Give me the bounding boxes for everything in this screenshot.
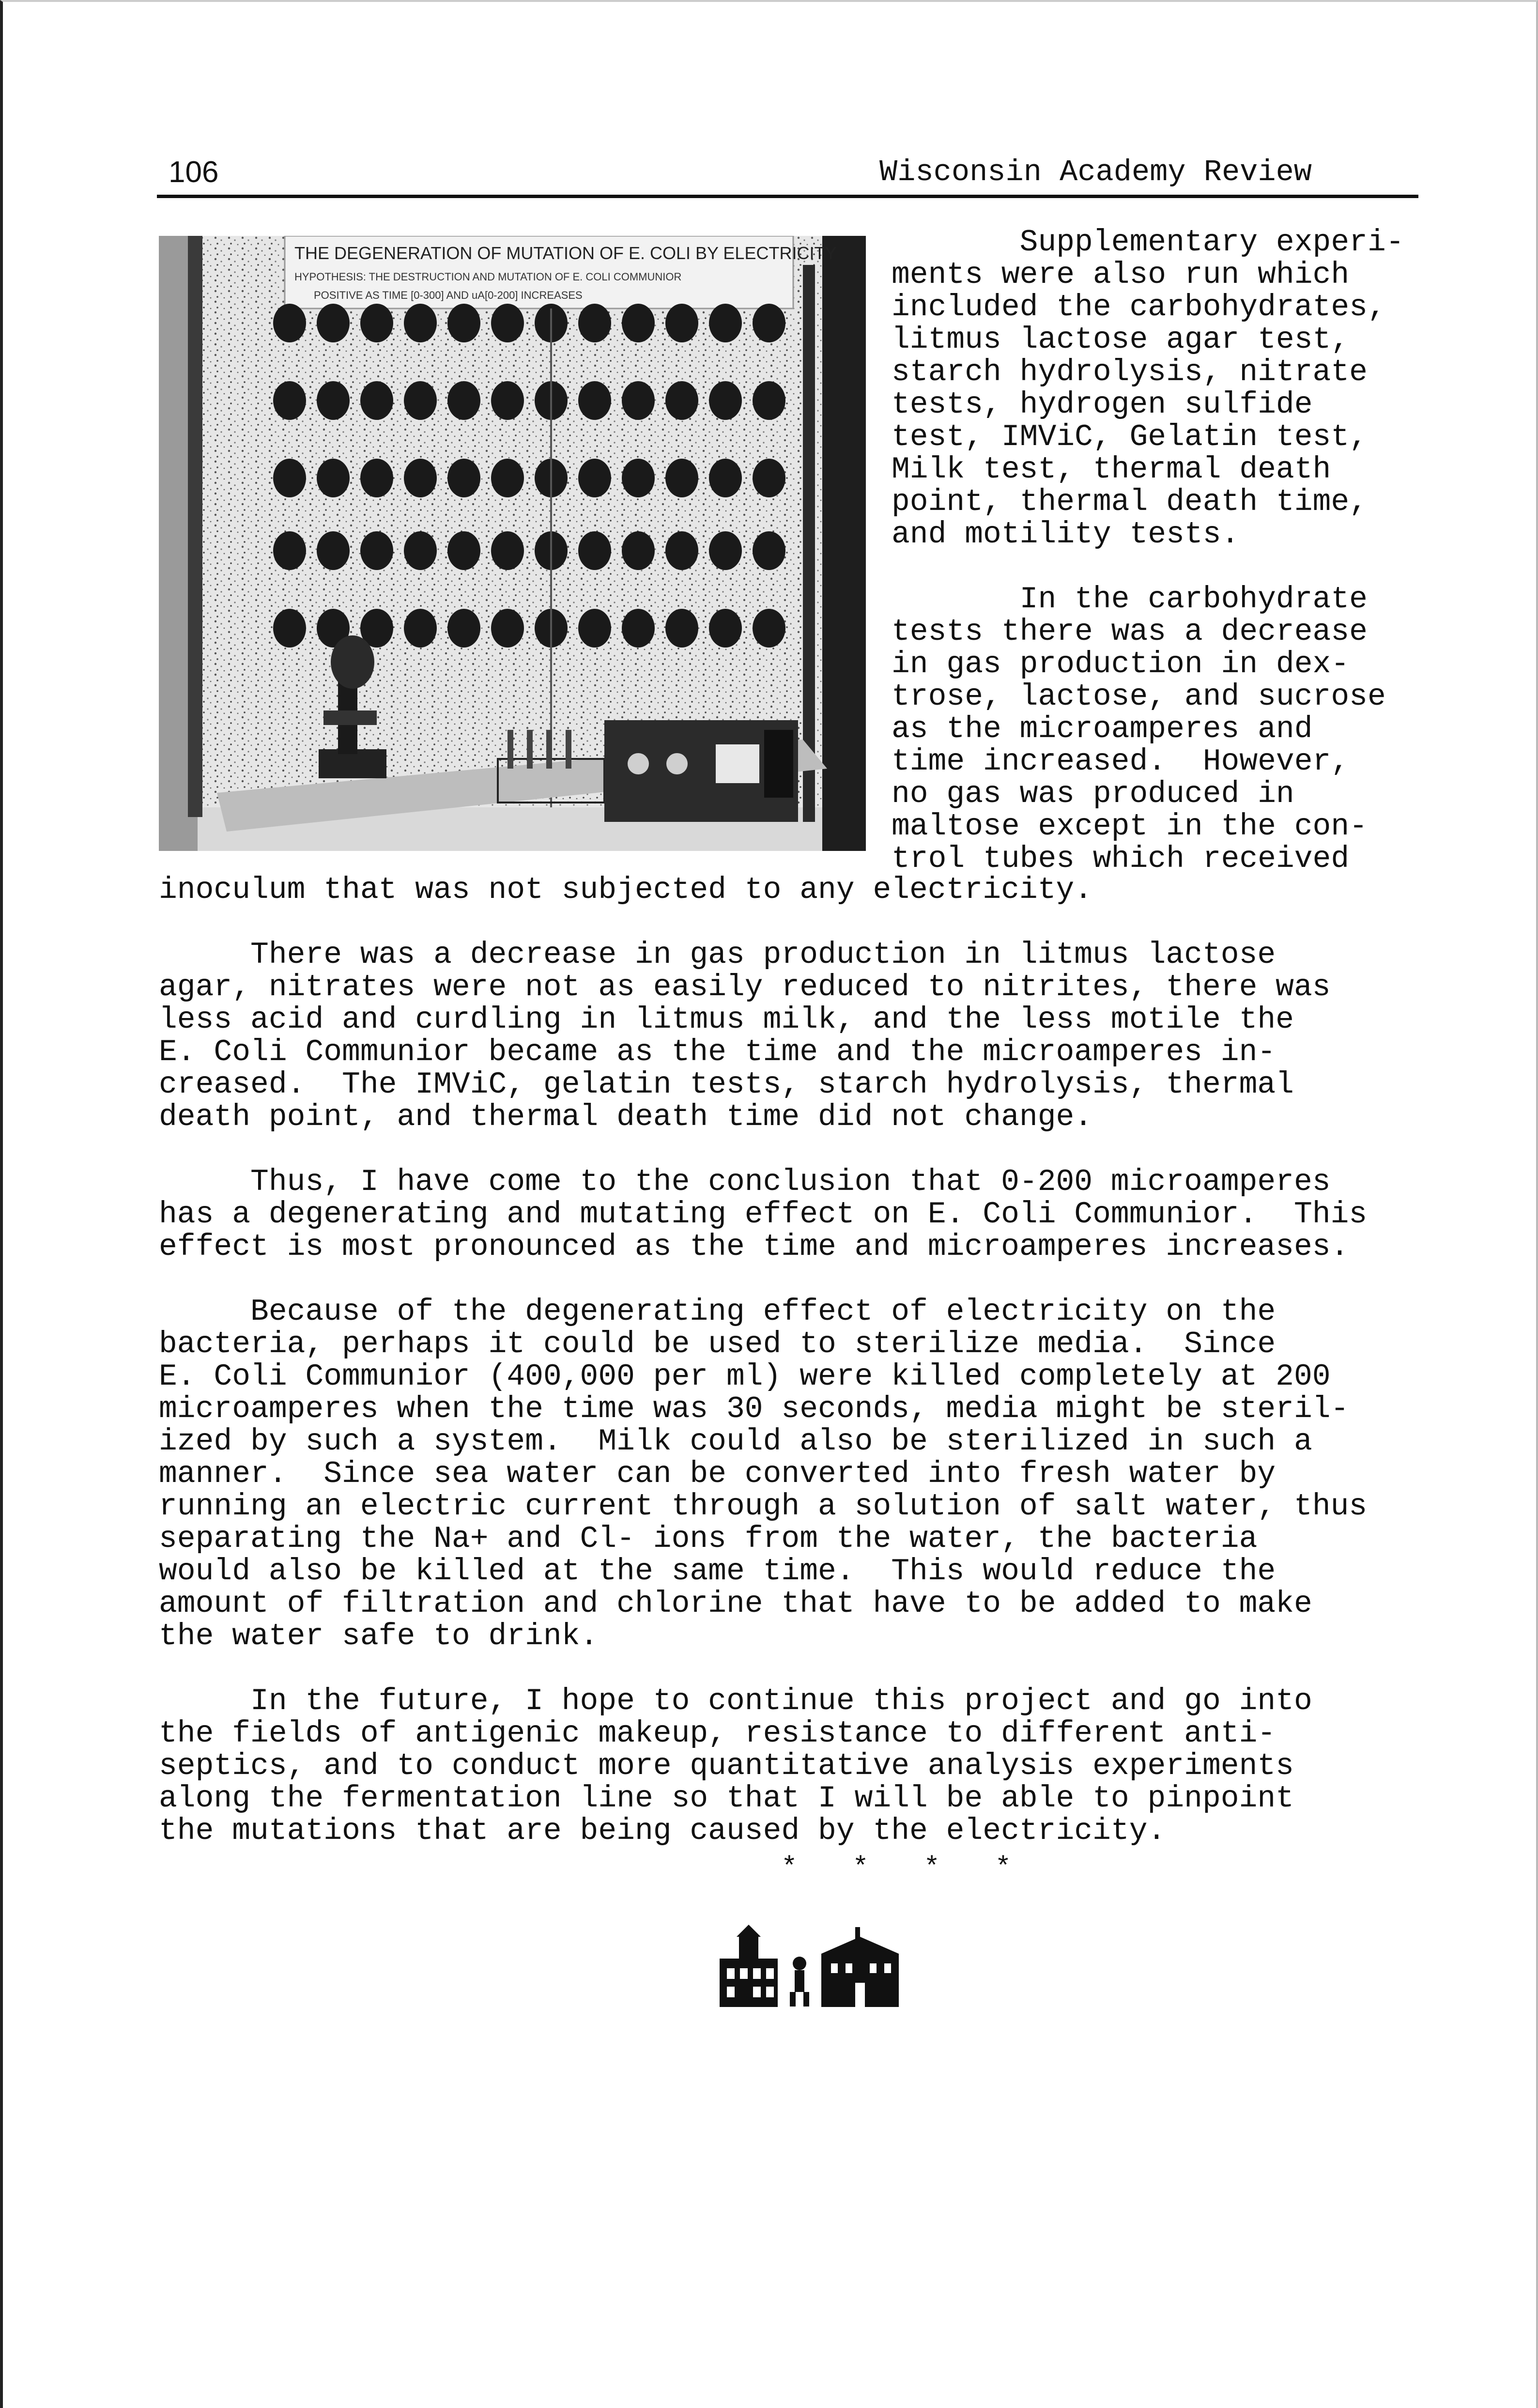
electric-meter-box <box>604 720 798 822</box>
petri-dish <box>709 531 742 570</box>
petri-dish <box>447 381 480 420</box>
header-rule <box>157 195 1418 198</box>
petri-dish <box>709 304 742 342</box>
petri-dish <box>447 531 480 570</box>
petri-dish <box>665 531 698 570</box>
petri-dish <box>317 459 350 497</box>
petri-dish <box>273 381 306 420</box>
petri-dish <box>665 609 698 648</box>
petri-dish <box>665 459 698 497</box>
section-end-stars: * * * * <box>781 1852 1031 1883</box>
petri-dish <box>404 459 437 497</box>
petri-dish <box>447 304 480 342</box>
petri-dish <box>404 531 437 570</box>
petri-dish <box>273 459 306 497</box>
petri-dish <box>360 459 393 497</box>
page-number: 106 <box>169 155 219 189</box>
main-body-text: inoculum that was not subjected to any electricity. There was a decrease in gas production in litmus lactose agar, nitrates were not as easily reduced to nitrites, there was less acid and curdling in litmus milk, and the less motile the E. Coli Communior became as the time and the microamperes in- creased. The IMViC, gelatin tests, starch hydrolysis, thermal death point, and thermal death time did not change. Thus, I have come to the conclusion that 0-200 microamperes has a degenerating and mutating effect on E. Coli Communior. This effect is most pronounced as the time and microamperes increases. Because of the degenerating effect of electricity on the bacteria, perhaps it could be used to sterilize media. Since E. Coli Communior (400,000 per ml) were killed completely at 200 microamperes when the time was 30 seconds, media might be steril- ized by such a system. Milk could also be sterilized in such a manner. Since sea water can be converted into fresh water by running an electric current through a solution of salt water, thus separating the Na+ and Cl- ions from the water, the bacteria would also be killed at the same time. This would reduce the amount of filtration and chlorine that have to be added to make the water safe to drink. In the future, I hope to continue this project and go into the fields of antigenic makeup, resistance to different anti- septics, and to conduct more quantitative analysis experiments along the fermentation line so that I will be able to pinpoint the mutations that are being caused by the electricity. <box>159 873 1368 1848</box>
petri-dish <box>273 609 306 648</box>
petri-dish <box>578 304 611 342</box>
petri-dish <box>578 459 611 497</box>
petri-dish <box>404 609 437 648</box>
petri-dish <box>622 531 655 570</box>
petri-dish <box>753 459 785 497</box>
petri-dish <box>753 531 785 570</box>
petri-dish <box>665 304 698 342</box>
petri-dish <box>491 381 524 420</box>
petri-dish <box>622 609 655 648</box>
board-line-3: POSITIVE AS TIME [0-300] AND uA[0-200] INCREASES <box>314 289 583 301</box>
petri-dish <box>404 304 437 342</box>
petri-dish <box>273 304 306 342</box>
petri-dish <box>317 531 350 570</box>
petri-dish <box>273 531 306 570</box>
page-header <box>157 155 1418 194</box>
petri-dish <box>622 381 655 420</box>
petri-dish <box>491 304 524 342</box>
board-title: THE DEGENERATION OF MUTATION OF E. COLI BY ELECTRICITY <box>294 243 837 263</box>
petri-dish <box>360 304 393 342</box>
petri-dish <box>491 531 524 570</box>
petri-dish <box>753 609 785 648</box>
building-ornament <box>710 1925 904 2012</box>
journal-title: Wisconsin Academy Review <box>879 155 1312 189</box>
board-line-2: HYPOTHESIS: THE DESTRUCTION AND MUTATION OF E. COLI COMMUNIOR <box>294 271 682 283</box>
petri-dish <box>622 459 655 497</box>
petri-dish <box>709 459 742 497</box>
petri-dish <box>578 609 611 648</box>
petri-dish <box>578 531 611 570</box>
petri-dish <box>491 609 524 648</box>
petri-dish <box>317 304 350 342</box>
right-column-text: Supplementary experi- ments were also run which included the carbohydrates, litmus lactose agar test, starch hydrolysis, nitrate tests, hydrogen sulfide test, IMViC, Gelatin test, Milk test, thermal death point, thermal death time, and motility tests. In the carbohydrate tests there was a decrease in gas production in dex- trose, lactose, and sucrose as the microamperes and time increased. However, no gas was produced in maltose except in the con- trol tubes which received <box>892 225 1404 876</box>
exhibit-photo <box>159 236 866 851</box>
petri-dish <box>491 459 524 497</box>
petri-dish <box>709 609 742 648</box>
petri-dish <box>404 381 437 420</box>
petri-dish <box>578 381 611 420</box>
petri-dish <box>447 459 480 497</box>
petri-dish <box>665 381 698 420</box>
petri-dish <box>360 381 393 420</box>
petri-dish <box>317 381 350 420</box>
petri-dish <box>753 304 785 342</box>
petri-dish <box>447 609 480 648</box>
petri-dish <box>360 531 393 570</box>
petri-dish <box>709 381 742 420</box>
petri-dish <box>753 381 785 420</box>
petri-dish <box>622 304 655 342</box>
